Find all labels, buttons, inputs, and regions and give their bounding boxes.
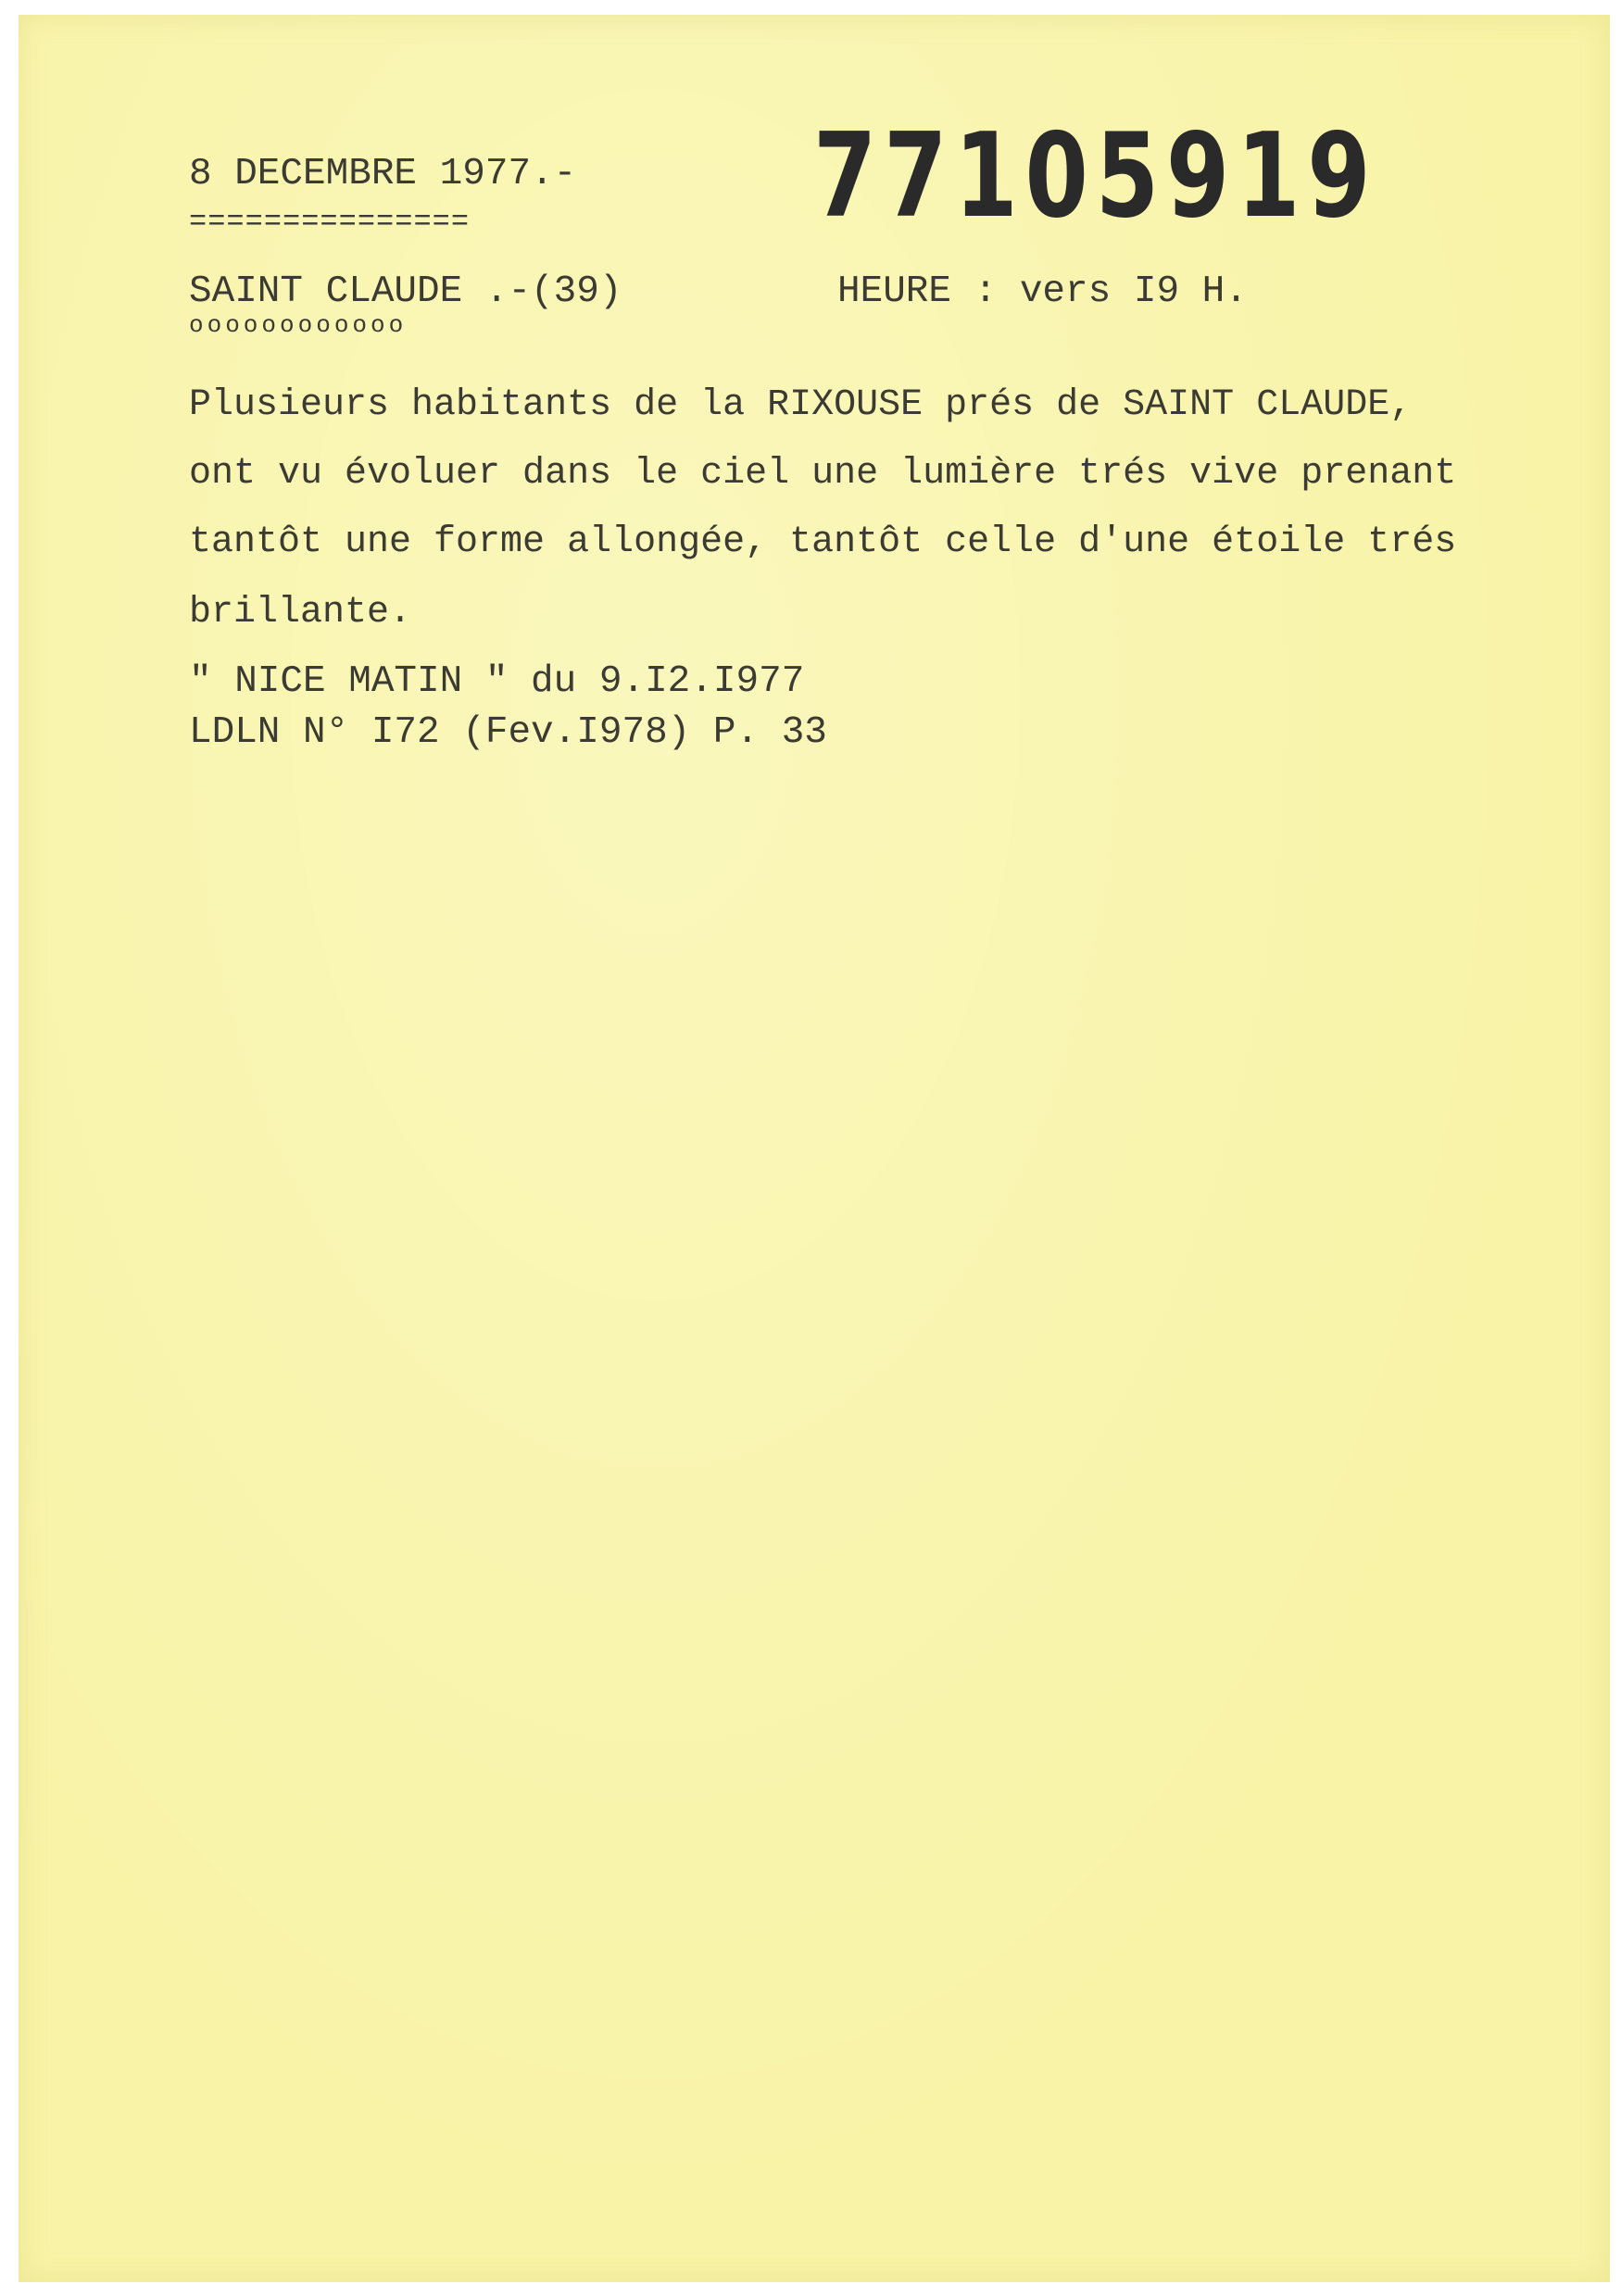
location-underline: oooooooooooo [189,311,408,339]
date-underline: =============== [189,205,471,239]
report-time: HEURE : vers I9 H. [837,270,1248,313]
record-card [19,15,1610,2282]
source-journal: LDLN N° I72 (Fev.I978) P. 33 [189,711,827,754]
body-line-3: tantôt une forme allongée, tantôt celle d'une étoile trés [189,521,1457,563]
case-number-stamp: 77105919 [813,107,1378,244]
report-date: 8 DECEMBRE 1977.- [189,153,577,195]
body-line-1: Plusieurs habitants de la RIXOUSE prés de SAINT CLAUDE, [189,384,1413,426]
source-newspaper: " NICE MATIN " du 9.I2.I977 [189,660,805,703]
body-line-2: ont vu évoluer dans le ciel une lumière trés vive prenant [189,453,1457,495]
location: SAINT CLAUDE .-(39) [189,270,622,313]
body-line-4: brillante. [189,592,412,634]
